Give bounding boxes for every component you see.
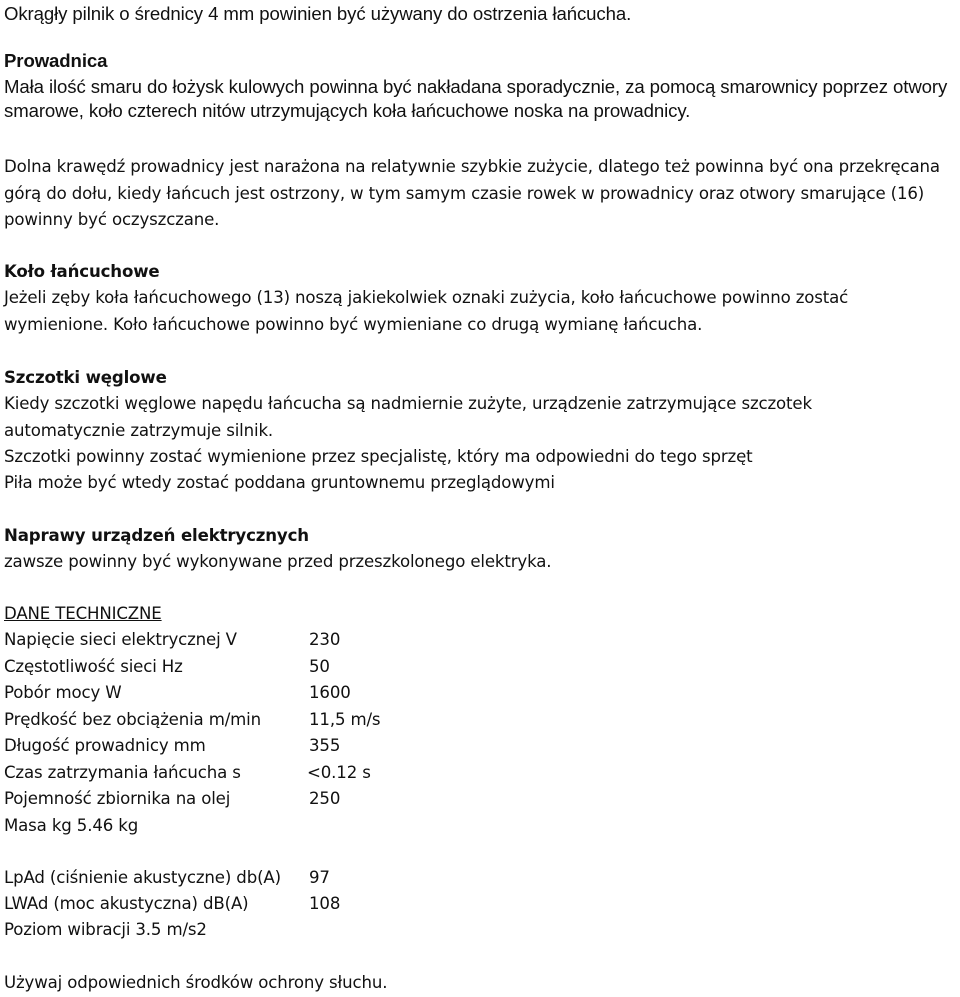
specs-heading: DANE TECHNICZNE [4,604,162,623]
repairs-heading: Naprawy urządzeń elektrycznych [4,526,309,545]
spec-value: 355 [309,736,341,755]
brushes-heading: Szczotki węglowe [4,368,167,387]
intro-line: Okrągły pilnik o średnicy 4 mm powinien być używany do ostrzenia łańcucha. [4,3,632,24]
spec-label: Czas zatrzymania łańcucha s [4,763,241,782]
repairs-paragraph: zawsze powinny być wykonywane przed przeszkolonego elektryka. [4,552,552,571]
brushes-line-3: Piła może być wtedy zostać poddana gruntownemu przeglądowymi [4,473,555,492]
spec-label: Prędkość bez obciążenia m/min [4,710,261,729]
spec-label: Napięcie sieci elektrycznej V [4,630,237,649]
sprocket-heading: Koło łańcuchowe [4,262,160,281]
spec-value: 230 [309,630,341,649]
sprocket-paragraph: Jeżeli zęby koła łańcuchowego (13) noszą jakiekolwiek oznaki zużycia, koło łańcuchowe powinno zostać wymienione. Koło łańcuchowe powinno być wymieniane co drugą wymianę łańcucha. [4,288,849,334]
spec-value: <0.12 s [307,763,371,782]
guide-paragraph-1: Mała ilość smaru do łożysk kulowych powinna być nakładana sporadycznie, za pomocą smarownicy poprzez otwory smarowe, koło czterech nitów utrzymujących koła łańcuchowe noska na prowadnicy. [4,76,948,121]
spec-label: Częstotliwość sieci Hz [4,657,183,676]
noise-value: 97 [309,868,330,887]
brushes-line-2: Szczotki powinny zostać wymienione przez specjalistę, który ma odpowiedni do tego sprzęt [4,447,753,466]
vibration-label: Poziom wibracji 3.5 m/s2 [4,920,207,939]
spec-label: Pobór mocy W [4,683,122,702]
noise-label: LWAd (moc akustyczna) dB(A) [4,894,249,913]
spec-label: Pojemność zbiornika na olej [4,789,231,808]
spec-value: 250 [309,789,341,808]
guide-heading: Prowadnica [4,50,108,71]
noise-value: 108 [309,894,341,913]
spec-value: 1600 [309,683,351,702]
spec-label: Długość prowadnicy mm [4,736,206,755]
guide-paragraph-2: Dolna krawędź prowadnicy jest narażona na relatywnie szybkie zużycie, dlatego też powinna być ona przekręcana górą do dołu, kiedy łańcuch jest ostrzony, w tym samym czasie rowek w prowadnicy oraz otwory smarujące (16) powinny być oczyszczane. [4,157,940,229]
noise-label: LpAd (ciśnienie akustyczne) db(A) [4,868,281,887]
spec-mass: Masa kg 5.46 kg [4,816,139,835]
spec-value: 50 [309,657,330,676]
brushes-line-1: Kiedy szczotki węglowe napędu łańcucha są nadmiernie zużyte, urządzenie zatrzymujące szczotek automatycznie zatrzymuje silnik. [4,394,812,440]
spec-value: 11,5 m/s [309,710,381,729]
footer-note: Używaj odpowiednich środków ochrony słuchu. [4,973,388,992]
